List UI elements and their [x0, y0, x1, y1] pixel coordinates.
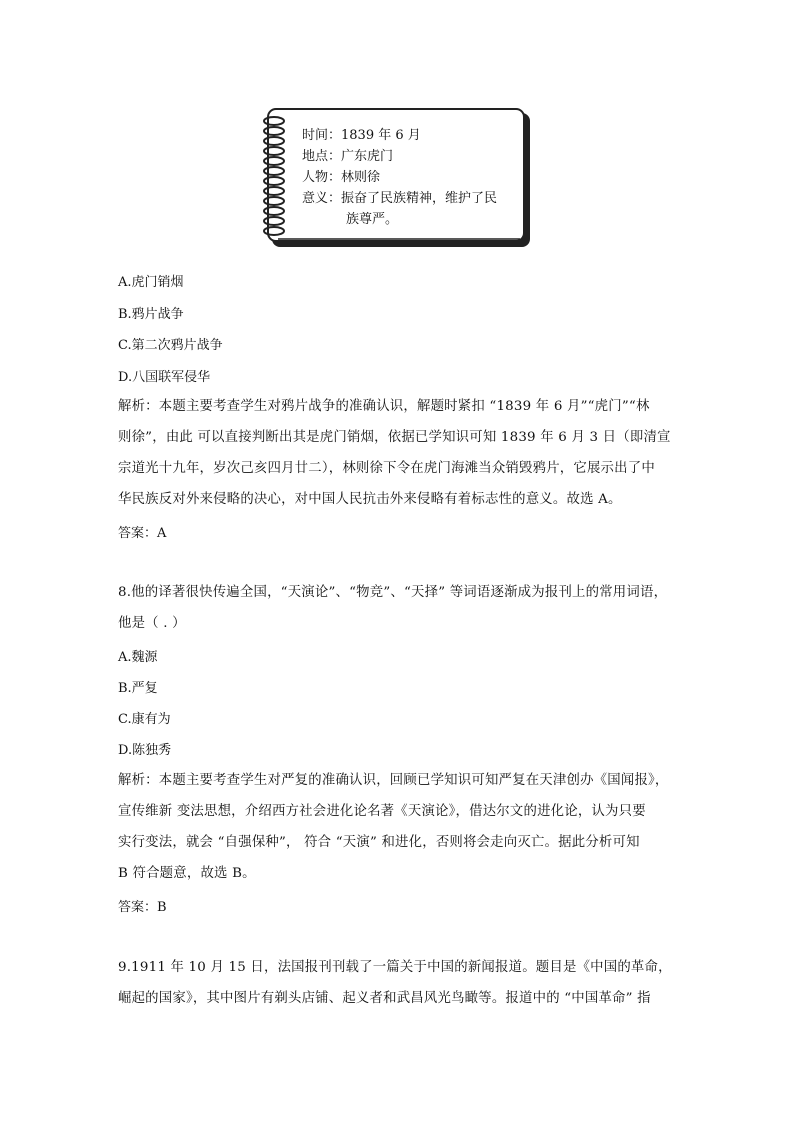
q7-option-d: D.八国联军侵华	[118, 370, 211, 385]
q7-analysis-line: 华民族反对外来侵略的决心，对中国人民抗击外来侵略有着标志性的意义。故选 A。	[118, 492, 622, 507]
q8-option-d: D.陈独秀	[118, 743, 172, 758]
q8-analysis-line: B 符合题意，故选 B。	[118, 866, 256, 881]
q8-analysis-line: 宣传维新 变法思想，介绍西方社会进化论名著《天演论》，借达尔文的进化论，认为只要	[118, 804, 646, 819]
q7-option-c: C.第二次鸦片战争	[118, 338, 223, 353]
q7-option-a: A.虎门销烟	[118, 275, 184, 290]
q9-stem	[118, 952, 676, 1014]
q8-stem-line: 他是（ . ）	[118, 616, 186, 631]
q7-analysis-line: 则徐”，由此 可以直接判断出其是虎门销烟，依据已学知识可知 1839 年 6 月 3 日（即清宣	[118, 430, 671, 445]
q7-analysis-line: 解析：本题主要考查学生对鸦片战争的准确认识，解题时紧扣 “1839 年 6 月”“虎门”“林	[118, 399, 650, 414]
notebook-text	[302, 125, 522, 230]
q8-option-c: C.康有为	[118, 712, 171, 727]
q8-analysis	[118, 765, 676, 889]
q7-option-b: B.鸦片战争	[118, 307, 184, 322]
q8-analysis-line: 解析：本题主要考查学生对严复的准确认识，回顾已学知识可知严复在天津创办《国闻报》，	[118, 773, 669, 788]
notebook-line-place: 地点：广东虎门	[302, 149, 394, 164]
notebook-line-meaning-cont: 族尊严。	[346, 212, 399, 227]
q7-analysis	[118, 391, 676, 515]
q8-answer: 答案：B	[118, 900, 167, 915]
q8-stem-line: 8.他的译著很快传遍全国，“天演论”、“物竞”、“天择” 等词语逐渐成为报刊上的常用词语，	[118, 585, 668, 600]
q9-stem-line: 崛起的国家》，其中图片有剃头店铺、起义者和武昌风光鸟瞰等。报道中的 “中国革命” 指	[118, 991, 651, 1006]
q7-answer: 答案：A	[118, 526, 167, 541]
q8-analysis-line: 实行变法，就会 “自强保种”， 符合 “天演” 和进化，否则将会走向灭亡。据此分析可知	[118, 835, 640, 850]
notebook-line-person: 人物：林则徐	[302, 170, 381, 185]
notebook-line-time: 时间：1839 年 6 月	[302, 128, 421, 143]
q7-analysis-line: 宗道光十九年，岁次己亥四月廿二），林则徐下令在虎门海滩当众销毁鸦片，它展示出了中	[118, 461, 655, 476]
q8-option-b: B.严复	[118, 681, 158, 696]
q8-option-a: A.魏源	[118, 650, 158, 665]
q8-stem	[118, 577, 676, 639]
notebook-figure	[258, 107, 534, 252]
q9-stem-line: 9.1911 年 10 月 15 日，法国报刊刊载了一篇关于中国的新闻报道。题目是《中国的革命，	[118, 960, 672, 975]
notebook-line-meaning: 意义：振奋了民族精神，维护了民	[302, 191, 498, 206]
